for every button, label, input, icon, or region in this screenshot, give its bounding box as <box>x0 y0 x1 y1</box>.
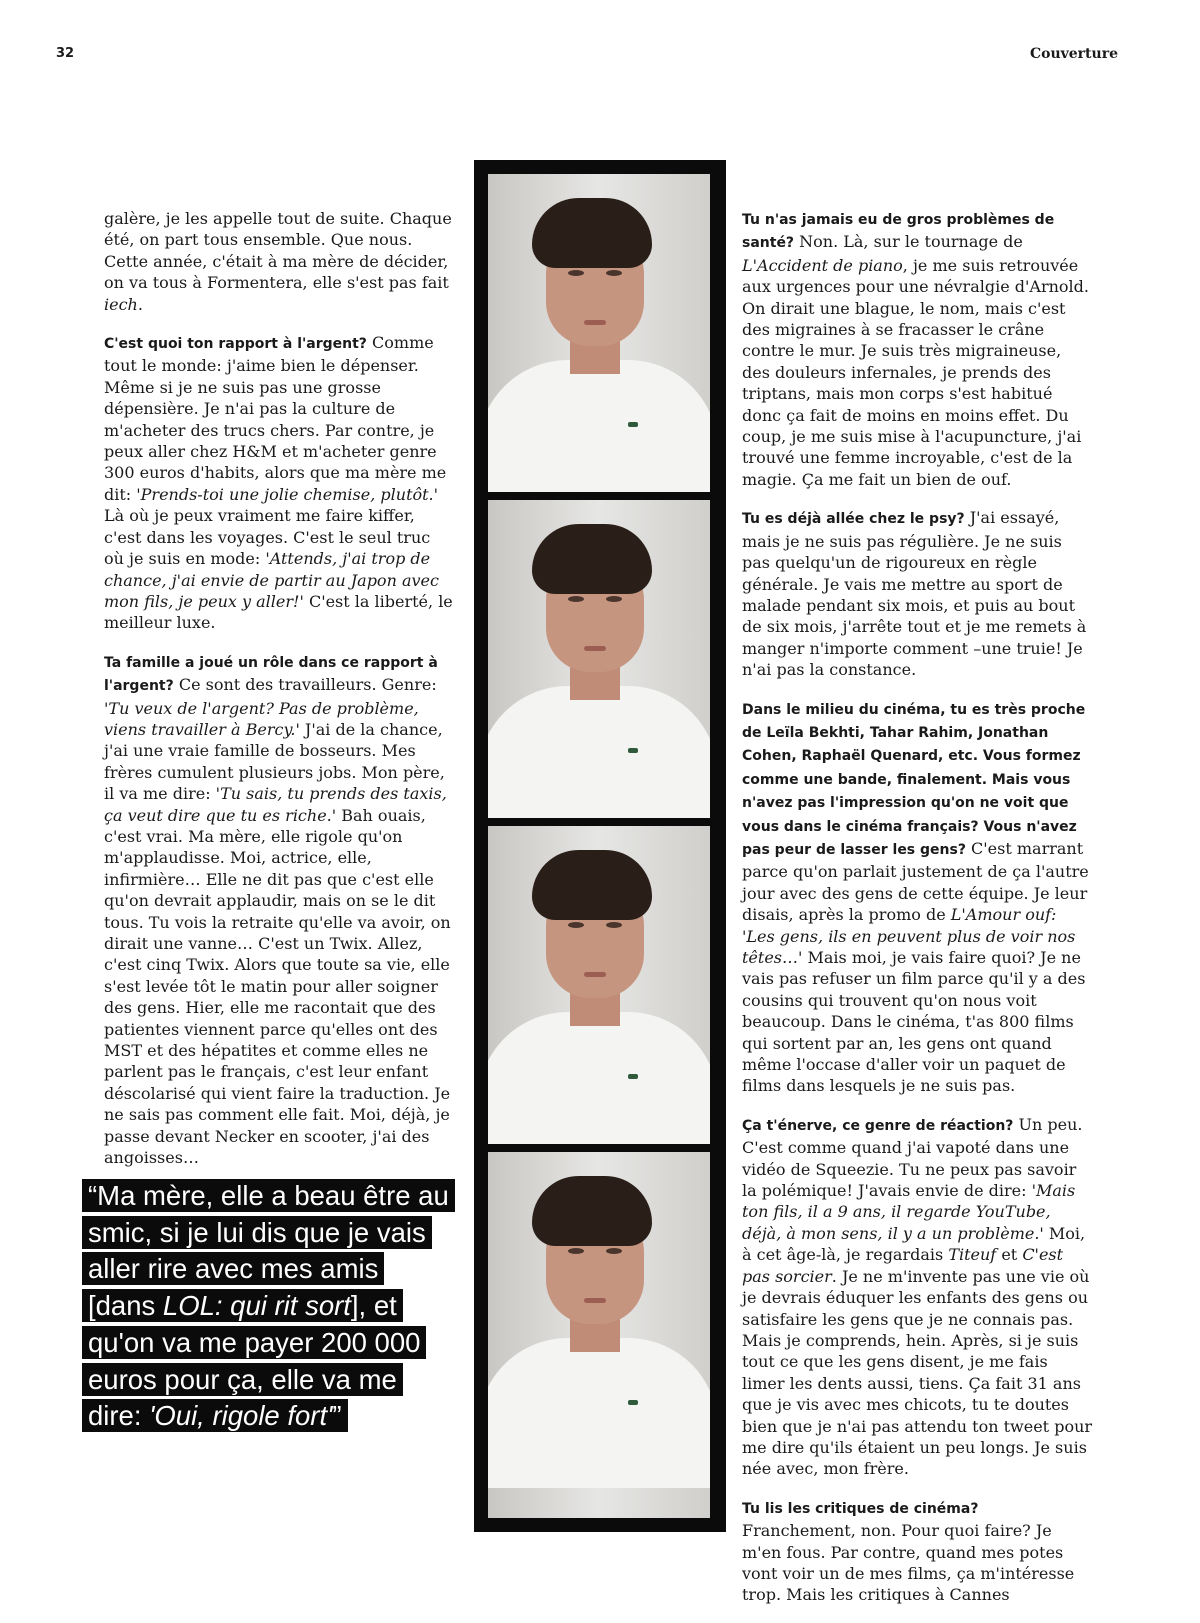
right-column <box>742 208 1094 1623</box>
page-number: 32 <box>56 46 75 61</box>
qa-money: C'est quoi ton rapport à l'argent? Comme tout le monde: j'aime bien le dépenser. Même si je ne suis pas une grosse dépensière. Je n'ai pas la culture de m'acheter des trucs chers. Par contre, je peux aller chez H&M et m'acheter genre 300 euros d'habits, alors que ma mère me dit: 'Prends-toi une jolie chemise, plutôt.' Là où je peux vraiment me faire kiffer, c'est dans les voyages. C'est le seul truc où je suis en mode: 'Attends, j'ai trop de chance, j'ai envie de partir au Japon avec mon fils, je peux y aller!' C'est la liberté, le meilleur luxe. <box>104 333 453 633</box>
qa-health: Tu n'as jamais eu de gros problèmes de santé? Non. Là, sur le tournage de L'Accident de piano, je me suis retrouvée aux urgences pour une névralgie d'Arnold. On dirait une blague, le nom, mais c'est des migraines à se fracasser le crâne contre le mur. Je suis très migraineuse, des douleurs infernales, je prends des triptans, mais mon corps s'est habitué donc ça fait de moins en moins effet. Du coup, je me suis mise à l'acupuncture, j'ai trouvé une femme incroyable, c'est de la magie. Ça me fait un bien de ouf. <box>742 212 1089 489</box>
photo-frame-4 <box>488 1152 710 1518</box>
photo-frame-1 <box>488 174 710 492</box>
photo-filmstrip <box>474 160 726 1532</box>
section-label: Couverture <box>1029 46 1118 62</box>
photo-frame-3 <box>488 826 710 1144</box>
question: Ta famille a joué un rôle dans ce rapport à l'argent? <box>104 654 438 695</box>
question: Tu es déjà allée chez le psy? <box>742 511 965 528</box>
qa-psy: Tu es déjà allée chez le psy? J'ai essayé, mais je ne suis pas régulière. Je ne suis pas quelqu'un de rigoureux en règle générale. Je vais me mettre au sport de malade pendant six mois, et puis au bout de six mois, j'arrête tout et je me remets à manger n'importe comment –une truie! Je n'ai pas la constance. <box>742 508 1087 680</box>
paragraph: galère, je les appelle tout de suite. Chaque été, on part tous ensemble. Que nous. Cette année, c'était à ma mère de décider, on va tous à Formentera, elle s'est pas fait iech. <box>104 209 452 314</box>
qa-cinema-band: Dans le milieu du cinéma, tu es très proche de Leïla Bekhti, Tahar Rahim, Jonathan Cohen, Raphaël Quenard, etc. Vous formez comme une bande, finalement. Mais vous n'avez pas l'impression qu'on ne voit que vous dans le cinéma français? Vous n'avez pas peur de lasser les gens? C'est marrant parce qu'on parlait justement de ça l'autre jour avec des gens de cette équipe. Je leur disais, après la promo de L'Amour ouf: 'Les gens, ils en peuvent plus de voir nos têtes…' Mais moi, je vais faire quoi? Je ne vais pas refuser un film parce qu'il y a des cousins qui trouvent qu'on nous voit beaucoup. Dans le cinéma, t'as 800 films qui sortent par an, les gens ont quand même l'occase d'aller voir un paquet de films dans lesquels je ne suis pas. <box>742 701 1089 1096</box>
question: C'est quoi ton rapport à l'argent? <box>104 336 367 353</box>
qa-family: Ta famille a joué un rôle dans ce rapport à l'argent? Ce sont des travailleurs. Genre: 'Tu veux de l'argent? Pas de problème, viens travailler à Bercy.' J'ai de la chance, j'ai une vraie famille de bosseurs. Mes frères cumulent plusieurs jobs. Mon père, il va me dire: 'Tu sais, tu prends des taxis, ça veut dire que tu es riche.' Bah ouais, c'est vrai. Ma mère, elle rigole qu'on m'applaudisse. Moi, actrice, elle, infirmière… Elle ne dit pas que c'est elle qu'on devrait applaudir, mais on se le dit tous. Tu vois la retraite qu'elle va avoir, on dirait une vanne… C'est un Twix. Allez, c'est cinq Twix. Alors que toute sa vie, elle s'est levée tôt le matin pour aller soigner des gens. Hier, elle me racontait que des patientes viennent parce qu'elles ont des MST et des hépatites et comme elles ne parlent pas le français, c'est leur enfant déscolarisé qui vient faire la traduction. Je ne sais pas comment elle fait. Moi, déjà, je passe devant Necker en scooter, j'ai des angoisses… <box>104 654 451 1168</box>
photo-frame-2 <box>488 500 710 818</box>
question: Ça t'énerve, ce genre de réaction? <box>742 1117 1014 1134</box>
pull-quote: “Ma mère, elle a beau être au smic, si je lui dis que je vais aller rire avec mes amis [dans LOL: qui rit sort], et qu'on va me payer 200 000 euros pour ça, elle va me dire: 'Oui, rigole fort'” <box>82 1178 452 1435</box>
question: Tu lis les critiques de cinéma? <box>742 1500 979 1517</box>
qa-reaction: Ça t'énerve, ce genre de réaction? Un peu. C'est comme quand j'ai vapoté dans une vidéo de Squeezie. Tu ne peux pas savoir la polémique! J'avais envie de dire: 'Mais ton fils, il a 9 ans, il regarde YouTube, déjà, à mon sens, il y a un problème.' Moi, à cet âge-là, je regardais Titeuf et C'est pas sorcier. Je ne m'invente pas une vie où je devrais éduquer les enfants des gens ou satisfaire les gens que je ne connais pas. Mais je comprends, hein. Après, si je suis tout ce que les gens disent, je me fais limer les dents aussi, tiens. Ça fait 31 ans que je vis avec mes chicots, tu te doutes bien que je n'ai pas attendu ton tweet pour me dire qu'ils étaient un peu longs. Je suis née avec, mon frère. <box>742 1114 1093 1479</box>
qa-critics: Tu lis les critiques de cinéma? Franchement, non. Pour quoi faire? Je m'en fous. Par contre, quand mes potes vont voir un de mes films, ça m'intéresse trop. Mais les critiques à Cannes <box>742 1500 1075 1605</box>
question: Dans le milieu du cinéma, tu es très proche de Leïla Bekhti, Tahar Rahim, Jonathan Cohen, Raphaël Quenard, etc. Vous formez comme une bande, finalement. Mais vous n'avez pas l'impression qu'on ne voit que vous dans le cinéma français? Vous n'avez pas peur de lasser les gens? <box>742 701 1086 858</box>
question: Tu n'as jamais eu de gros problèmes de santé? <box>742 212 1055 252</box>
left-column <box>104 208 454 1185</box>
